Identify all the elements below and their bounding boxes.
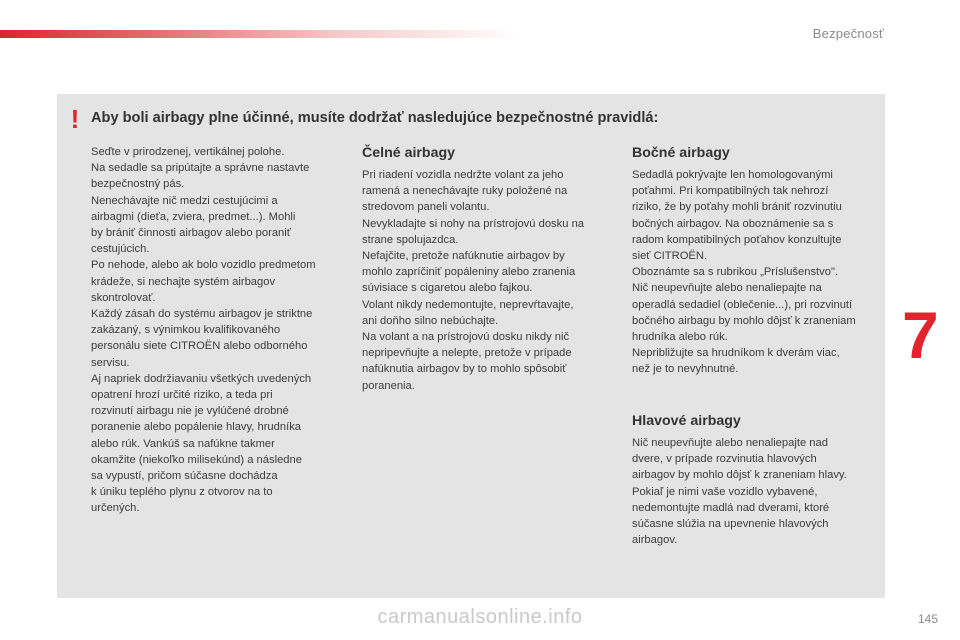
head-airbags-text: Nič neupevňujte alebo nenaliepajte nad dvere, v prípade rozvinutia hlavových airbagov by mohlo dôjsť k zraneniam hlavy. Pokiaľ je nimi vaše vozidlo vybavené, nedemontujte madlá nad dverami, ktoré súčasne slúžia na upevnenie hlavových airbagov. bbox=[632, 437, 847, 547]
watermark: carmanualsonline.info bbox=[377, 606, 583, 628]
chapter-number: 7 bbox=[902, 298, 939, 372]
side-airbags-section bbox=[632, 144, 882, 378]
front-airbags-section bbox=[362, 144, 612, 394]
head-airbags-section bbox=[632, 412, 882, 548]
front-airbags-text: Pri riadení vozidla nedržte volant za jeho ramená a nenechávajte ruky položené na stredovom paneli volantu. Nevykladajte si nohy na prístrojovú dosku na strane spolujazdca. Nefajčite, pretože nafúknutie airbagov by mohlo zapríčiniť popáleniny alebo zranenia súvisiace s cigaretou alebo fajkou. Volant nikdy nedemontujte, neprevŕtavajte, ani doňho silno nebúchajte. Na volant a na prístrojovú dosku nikdy nič nepripevňujte a nelepte, pretože v prípade nafúknutia airbagov by to mohlo spôsobiť poranenia. bbox=[362, 169, 585, 392]
warning-panel bbox=[57, 94, 885, 598]
page-number: 145 bbox=[917, 612, 938, 626]
side-airbags-heading: Bočné airbagy bbox=[632, 145, 730, 161]
header-accent-bar bbox=[0, 30, 520, 38]
panel-title: Aby boli airbagy plne účinné, musíte dodržať nasledujúce bezpečnostné pravidlá: bbox=[91, 110, 659, 126]
general-rules-column bbox=[91, 144, 343, 517]
section-title: Bezpečnosť bbox=[812, 26, 884, 41]
side-airbags-text: Sedadlá pokrývajte len homologovanými poťahmi. Pri kompatibilných tak nehrozí riziko, že by poťahy mohli brániť rozvinutiu bočných airbagov. Na oboznámenie sa s radom kompatibilných poťahov konzultujte sieť CITROËN. Oboznámte sa s rubrikou „Príslušenstvo". Nič neupevňujte alebo nenaliepajte na operadlá sedadiel (oblečenie...), pri rozvinutí bočného airbagu by mohlo dôjsť k zraneniam hrudníka alebo rúk. Nepribližujte sa hrudníkom k dverám viac, než je to nevyhnutné. bbox=[632, 169, 856, 376]
general-rules-text: Seďte v prirodzenej, vertikálnej polohe. Na sedadle sa pripútajte a správne nastavte bezpečnostný pás. Nenechávajte nič medzi cestujúcimi a airbagmi (dieťa, zviera, predmet...). Mohli by brániť činnosti airbagov alebo poraniť cestujúcich. Po nehode, alebo ak bolo vozidlo predmetom krádeže, si nechajte systém airbagov skontrolovať. Každý zásah do systému airbagov je striktne zakázaný, s výnimkou kvalifikovaného personálu siete CITROËN alebo odborného servisu. Aj napriek dodržiavaniu všetkých uvedených opatrení hrozí určité riziko, a teda pri rozvinutí airbagu nie je vylúčené drobné poranenie alebo popálenie hlavy, hrudníka alebo rúk. Vankúš sa nafúkne takmer okamžite (niekoľko milisekúnd) a následne sa vypustí, pričom súčasne dochádza k úniku teplého plynu z otvorov na to určených. bbox=[91, 146, 316, 515]
head-airbags-heading: Hlavové airbagy bbox=[632, 413, 741, 429]
exclamation-warning-icon: ! bbox=[70, 104, 80, 134]
front-airbags-heading: Čelné airbagy bbox=[362, 145, 456, 161]
